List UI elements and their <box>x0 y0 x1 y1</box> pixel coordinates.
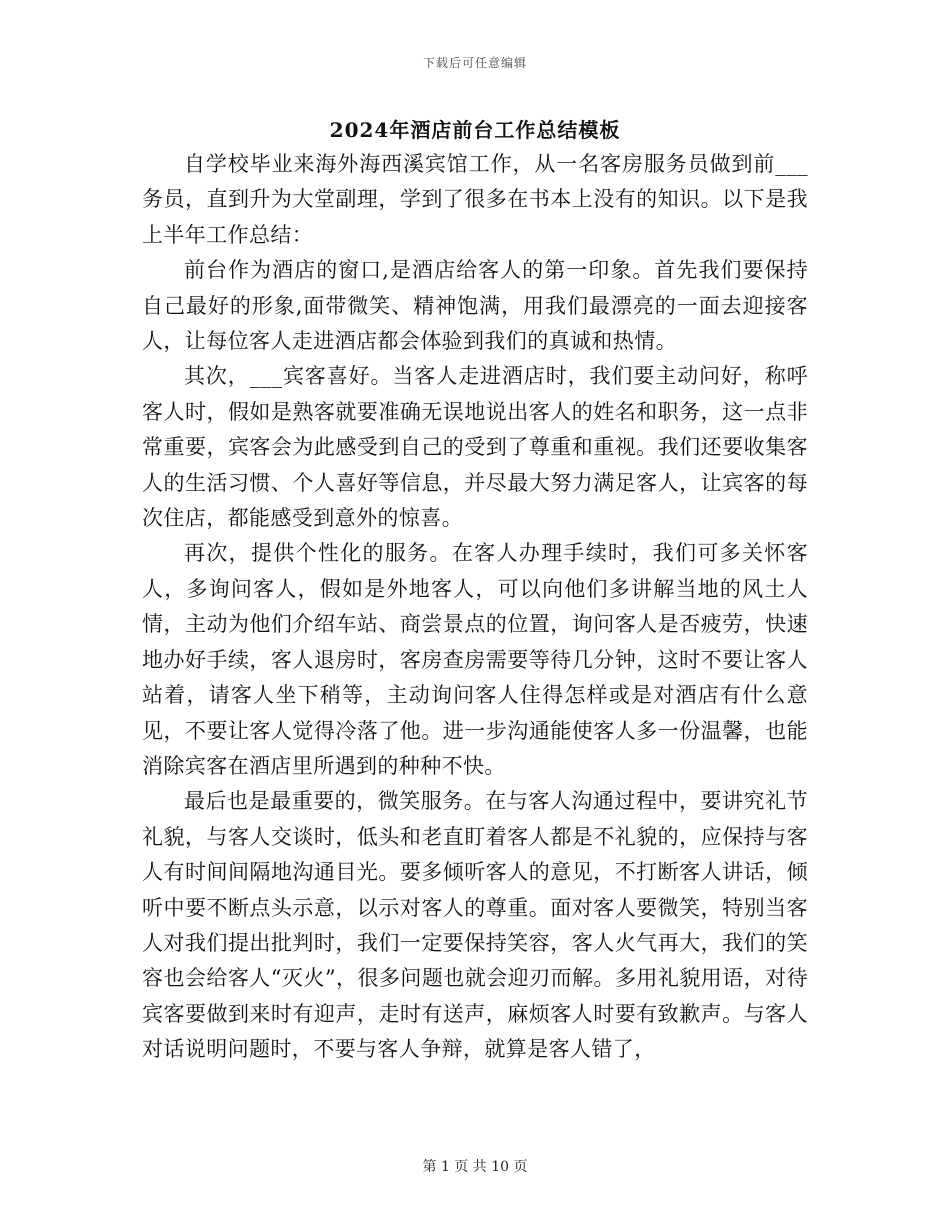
header-note: 下载后可任意编辑 <box>422 56 527 70</box>
paragraph-smile-service: 最后也是最重要的，微笑服务。在与客人沟通过程中，要讲究礼节礼貌，与客人交谈时，低头和老直盯着客人都是不礼貌的，应保持与客人有时间间隔地沟通目光。要多倾听客人的意见，不打断客人讲话，倾听中要不断点头示意，以示对客人的尊重。面对客人要微笑，特别当客人对我们提出批判时，我们一定要保持笑容，客人火气再大，我们的笑容也会给客人“灭火”，很多问题也就会迎刃而解。多用礼貌用语，对待宾客要做到来时有迎声，走时有送声，麻烦客人时要有致歉声。与客人对话说明问题时，不要与客人争辩，就算是客人错了， <box>142 789 808 1062</box>
document-title: 2024年酒店前台工作总结模板 <box>329 118 621 142</box>
document-body <box>142 147 808 1068</box>
paragraph-front-desk-image: 前台作为酒店的窗口,是酒店给客人的第一印象。首先我们要保持自己最好的形象,面带微笑、精神饱满，用我们最漂亮的一面去迎接客人，让每位客人走进酒店都会体验到我们的真诚和热情。 <box>142 258 808 354</box>
page-footer: 第 1 页 共 10 页 <box>422 1159 528 1175</box>
paragraph-guest-preferences: 其次，___宾客喜好。当客人走进酒店时，我们要主动问好，称呼客人时，假如是熟客就要准确无误地说出客人的姓名和职务，这一点非常重要，宾客会为此感受到自己的受到了尊重和重视。我们还要收集客人的生活习惯、个人喜好等信息，并尽最大努力满足客人，让宾客的每次住店，都能感受到意外的惊喜。 <box>142 364 808 531</box>
paragraph-personalized-service: 再次，提供个性化的服务。在客人办理手续时，我们可多关怀客人，多询问客人，假如是外地客人，可以向他们多讲解当地的风土人情，主动为他们介绍车站、商尝景点的位置，询问客人是否疲劳，快速地办好手续，客人退房时，客房查房需要等待几分钟，这时不要让客人站着，请客人坐下稍等，主动询问客人住得怎样或是对酒店有什么意见，不要让客人觉得冷落了他。进一步沟通能使客人多一份温馨，也能消除宾客在酒店里所遇到的种种不快。 <box>142 541 808 778</box>
paragraph-intro: 自学校毕业来海外海西溪宾馆工作，从一名客房服务员做到前___务员，直到升为大堂副理，学到了很多在书本上没有的知识。以下是我上半年工作总结： <box>142 152 808 247</box>
